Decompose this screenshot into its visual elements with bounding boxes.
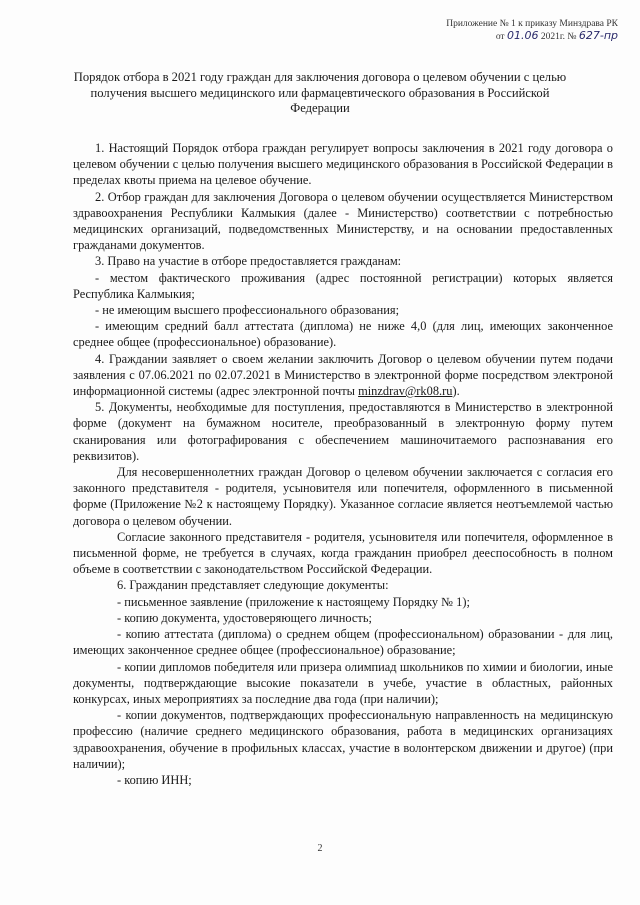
approval-number: 627-пр: [578, 29, 618, 42]
paragraph: 2. Отбор граждан для заключения Договора о целевом обучении осуществляется Министерством здравоохранения Республики Калмыкия (далее - Министерство) соответствии с потребностью медицинских организаций, подведомственных Министерству, и на основании предоставленных гражданами документов.: [73, 189, 613, 253]
paragraph: Согласие законного представителя - родителя, усыновителя или попечителя, оформленное в письменной форме, не требуется в случаях, когда гражданин приобрел дееспособность в полном объеме в соответствии с законодательством Российской Федерации.: [73, 529, 613, 577]
paragraph: Для несовершеннолетних граждан Договор о целевом обучении заключается с согласия его законного представителя - родителя, усыновителя или попечителя, оформленного в письменной форме (Приложение №2 к настоящему Порядку). Указанное согласие является неотъемлемой частью договора о целевом обучении.: [73, 465, 613, 528]
paragraph: [73, 351, 613, 400]
list-item: - копию ИНН;: [117, 772, 192, 787]
list-item: - копию аттестата (диплома) о среднем общем (профессиональном) образовании - для лиц, имеющих законченное среднее общее (профессиональное) образование;: [73, 627, 613, 658]
paragraph-text: 4. Граждании заявляет о своем желании заключить Договор о целевом обучении путем подачи заявления с 07.06.2021 по 02.07.2021 в Министерство в электронной форме посредством электроной информационной системы (адрес электронной почты: [73, 351, 613, 399]
approval-date-line: [378, 30, 618, 43]
paragraph: 5. Документы, необходимые для поступления, предоставляются в Министерство в электронной форме (документ на бумажном носителе, преобразованный в электронную форму путем сканирования или фотографирования с обеспечением машиночитаемого распознавания его реквизитов).: [73, 400, 613, 463]
email-link[interactable]: minzdrav@rk08.ru: [358, 384, 453, 399]
list-item: - местом фактического проживания (адрес постоянной регистрации) которых является Республика Калмыкия;: [73, 270, 613, 301]
approval-from: от: [495, 32, 505, 42]
approval-date: 01.06: [506, 29, 539, 42]
paragraph: 3. Право на участие в отборе предоставляется гражданам:: [95, 254, 402, 269]
list-item: - копии документов, подтверждающих профессиональную направленность на медицинскую профессию (наличие среднего медицинского образования, работа в медицинских организациях здравоохранения, обучение в профильных классах, участие в волонтерском движении и другое) (при наличии);: [73, 708, 613, 771]
paragraph: 1. Настоящий Порядок отбора граждан регулирует вопросы заключения в 2021 году договора о целевом обучении с целью получения высшего медицинского образования в Российской Федерации в пределах квоты приема на целевое обучение.: [73, 141, 613, 188]
approval-year: 2021г. №: [540, 32, 577, 42]
list-item: - не имеющим высшего профессионального образования;: [95, 303, 400, 318]
list-item: - письменное заявление (приложение к настоящему Порядку № 1);: [117, 594, 470, 609]
approval-line: Приложение № 1 к приказу Минздрава РК: [446, 19, 618, 29]
list-item: - имеющим средний балл аттестата (диплома) не ниже 4,0 (для лиц, имеющих законченное среднее общее (профессиональное) образование).: [73, 319, 613, 350]
page-number: 2: [317, 843, 323, 854]
document-title: Порядок отбора в 2021 году граждан для заключения договора о целевом обучении с целью получения высшего медицинского или фармацевтического образования в Российской Федерации: [73, 70, 567, 115]
email-suffix: ).: [452, 384, 460, 399]
document-body: [73, 140, 613, 788]
list-item: - копии дипломов победителя или призера олимпиад школьников по химии и биологии, иные документы, подтверждающие высокие показатели в учебе, участие в областных, районных конкурсах, иных мероприятиях за последние два года (при наличии);: [73, 659, 613, 706]
approval-stamp: [378, 18, 618, 43]
list-item: - копию документа, удостоверяющего личность;: [117, 610, 372, 625]
paragraph: 6. Гражданин представляет следующие документы:: [117, 578, 389, 593]
